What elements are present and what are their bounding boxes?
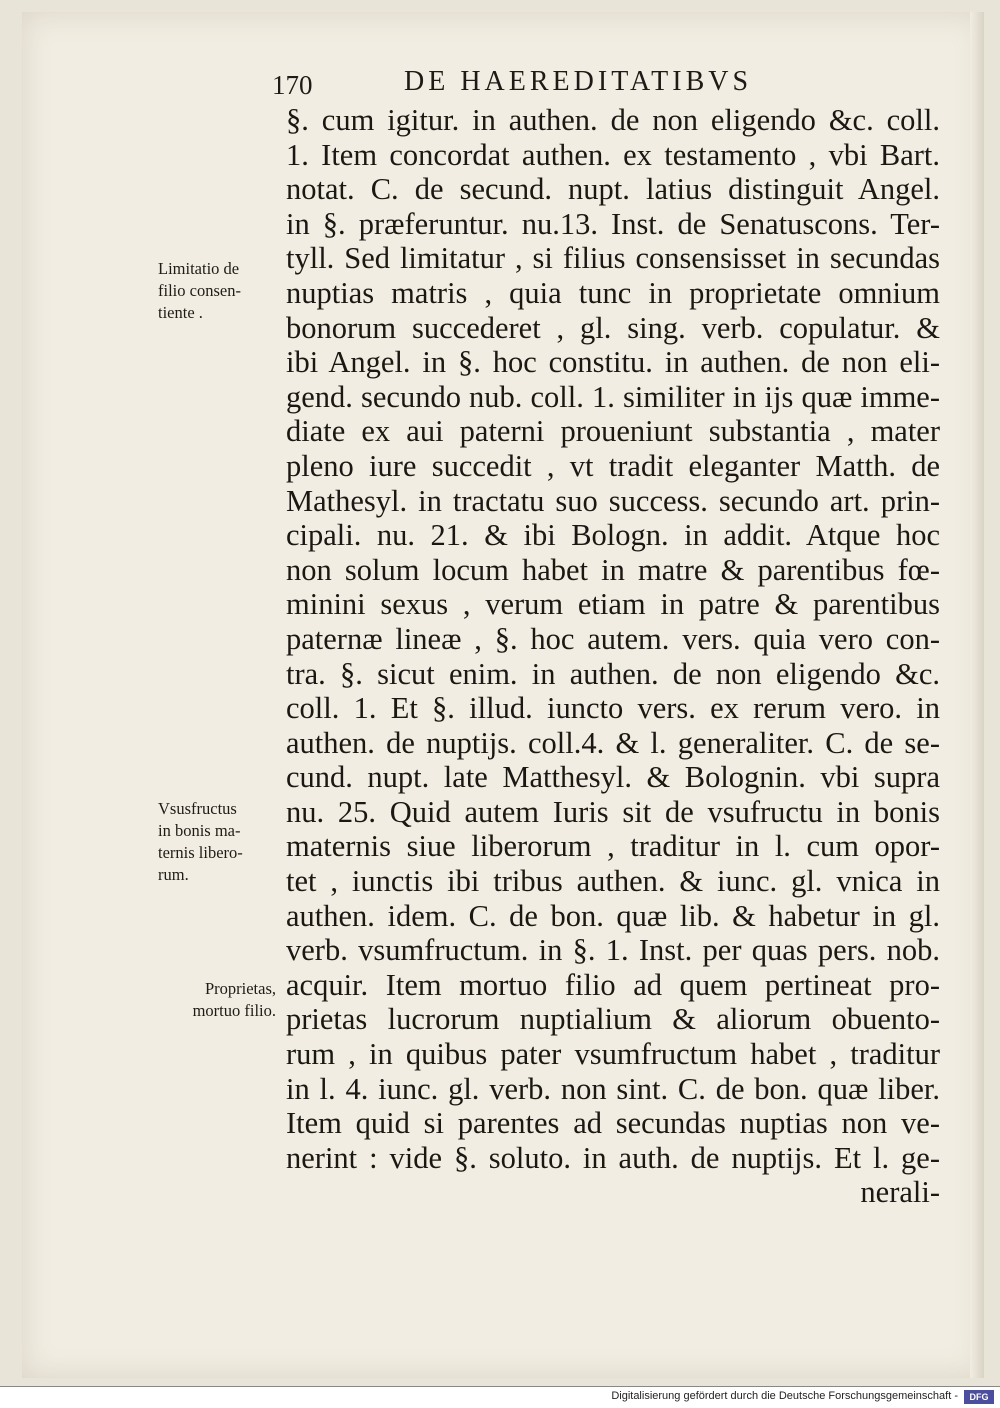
marginal-note-proprietas [158,978,276,1022]
body-text [286,103,940,1210]
text-line: authen. de nuptijs. coll.4. & l. generaliter. C. de se- [286,725,940,760]
text-line: non solum locum habet in matre & parentibus fœ- [286,552,940,587]
text-line: coll. 1. Et §. illud. iuncto vers. ex rerum vero. in [286,691,940,726]
page-edge [970,12,984,1378]
text-line: verb. vsumfructum. in §. 1. Inst. per quas pers. nob. [286,933,940,968]
text-line: maternis siue liberorum , traditur in l. cum opor- [286,829,940,864]
catchword: nerali- [860,1175,940,1210]
text-line: authen. idem. C. de bon. quæ lib. & habetur in gl. [286,898,940,933]
marginal-note-limitatio [158,258,284,324]
text-line: pleno iure succedit , vt tradit eleganter Matth. de [286,448,940,483]
text-line: ibi Angel. in §. hoc constitu. in authen. de non eli- [286,345,940,380]
text-line: in §. præferuntur. nu.13. Inst. de Senatuscons. Ter- [286,206,940,241]
dfg-logo: DFG [964,1390,994,1404]
note-line: Vsusfructus [158,799,237,818]
text-line: nuptias matris , quia tunc in proprietate omnium [286,275,940,310]
marginal-note-vsusfructus [158,798,284,886]
text-line: acquir. Item mortuo filio ad quem pertineat pro- [286,967,940,1002]
text-line: gend. secundo nub. coll. 1. similiter in ijs quæ imme- [286,379,940,414]
note-line: filio consen- [158,281,241,300]
text-line: bonorum succederet , gl. sing. verb. copulatur. & [286,310,940,345]
note-line: Limitatio de [158,259,240,278]
text-line: cund. nupt. late Matthesyl. & Bolognin. vbi supra [286,760,940,795]
text-line: notat. C. de secund. nupt. latius distinguit Angel. [286,172,940,207]
text-line: Item quid si parentes ad secundas nuptias non ve- [286,1106,940,1141]
text-line: paternæ lineæ , §. hoc autem. vers. quia vero con- [286,621,940,656]
digitization-credit: Digitalisierung gefördert durch die Deutsche Forschungsgemeinschaft - [611,1390,958,1402]
text-line: tyll. Sed limitatur , si filius consensisset in secundas [286,241,940,276]
text-line: rum , in quibus pater vsumfructum habet , traditur [286,1037,940,1072]
page-number: 170 [272,70,313,100]
text-line: nerint : vide §. soluto. in auth. de nuptijs. Et l. ge- [286,1140,940,1175]
note-line: mortuo filio. [192,1001,276,1020]
note-line: tiente . [158,303,203,322]
text-line: §. cum igitur. in authen. de non eligendo &c. coll. [286,103,940,137]
note-line: Proprietas, [204,979,276,998]
note-line: ternis libero- [158,843,243,862]
text-line: prietas lucrorum nuptialium & aliorum obuento- [286,1002,940,1037]
text-line: nu. 25. Quid autem Iuris sit de vsufructu in bonis [286,794,940,829]
note-line: in bonis ma- [158,821,241,840]
text-line: tet , iunctis ibi tribus authen. & iunc. gl. vnica in [286,864,940,899]
text-line: 1. Item concordat authen. ex testamento , vbi Bart. [286,137,940,172]
text-line: tra. §. sicut enim. in authen. de non eligendo &c. [286,656,940,691]
text-line: minini sexus , verum etiam in patre & parentibus [286,587,940,622]
footer-bar [0,1386,1000,1408]
note-line: rum. [158,865,189,884]
text-line: cipali. nu. 21. & ibi Bologn. in addit. Atque hoc [286,518,940,553]
text-line: Mathesyl. in tractatu suo success. secundo art. prin- [286,483,940,518]
text-line: diate ex aui paterni proueniunt substantia , mater [286,414,940,449]
text-line: in l. 4. iunc. gl. verb. non sint. C. de bon. quæ liber. [286,1071,940,1106]
running-head: DE HAEREDITATIBVS [404,66,753,97]
